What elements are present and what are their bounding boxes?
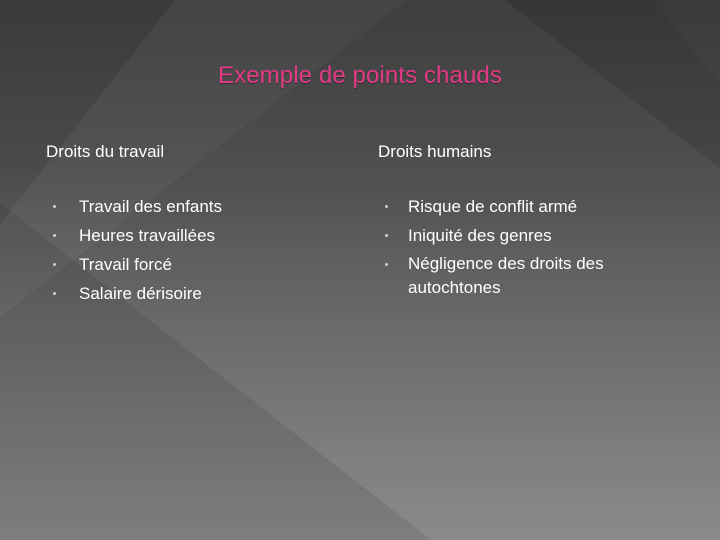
list-item-text: Travail forcé bbox=[79, 255, 172, 274]
list-item bbox=[46, 250, 316, 279]
bullet-icon bbox=[385, 205, 388, 208]
right-column bbox=[378, 140, 678, 300]
left-column bbox=[46, 140, 316, 308]
list-item bbox=[378, 250, 678, 300]
list-item bbox=[46, 192, 316, 221]
bullet-icon bbox=[53, 292, 56, 295]
list-item bbox=[46, 279, 316, 308]
left-column-heading: Droits du travail bbox=[46, 142, 165, 161]
bullet-icon bbox=[53, 234, 56, 237]
slide-title: Exemple de points chauds bbox=[218, 62, 502, 89]
list-item-text: Risque de conflit armé bbox=[408, 197, 578, 216]
bullet-icon bbox=[53, 263, 56, 266]
right-bullet-list bbox=[378, 192, 678, 300]
list-item-text: Iniquité des genres bbox=[408, 226, 552, 245]
list-item bbox=[378, 192, 678, 221]
bullet-icon bbox=[385, 234, 388, 237]
list-item bbox=[378, 221, 678, 250]
list-item-text: Négligence des droits des autochtones bbox=[408, 254, 604, 297]
bullet-icon bbox=[385, 263, 388, 266]
list-item-text: Heures travaillées bbox=[79, 226, 216, 245]
bullet-icon bbox=[53, 205, 56, 208]
left-bullet-list bbox=[46, 192, 316, 308]
list-item-text: Travail des enfants bbox=[79, 197, 222, 216]
right-column-heading: Droits humains bbox=[378, 142, 492, 161]
list-item bbox=[46, 221, 316, 250]
list-item-text: Salaire dérisoire bbox=[79, 284, 202, 303]
